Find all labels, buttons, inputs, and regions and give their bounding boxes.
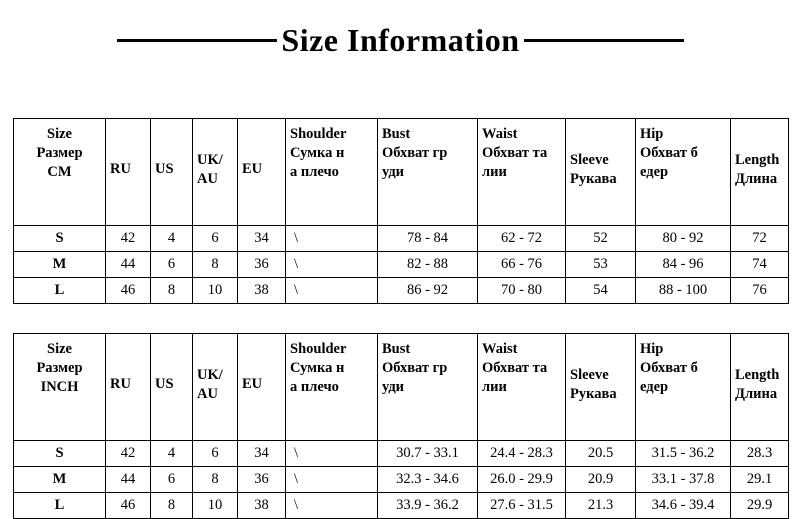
cell-ru: 44 xyxy=(106,252,151,278)
cell-size: L xyxy=(14,493,106,519)
cell-bust: 32.3 - 34.6 xyxy=(378,467,478,493)
cell-size: M xyxy=(14,467,106,493)
cell-hip: 84 - 96 xyxy=(636,252,731,278)
size-table-inch xyxy=(13,333,789,519)
cell-waist: 62 - 72 xyxy=(478,226,566,252)
table-row xyxy=(14,226,789,252)
cell-shoulder: \ xyxy=(286,441,378,467)
cell-eu: 36 xyxy=(238,467,286,493)
cell-hip: 31.5 - 36.2 xyxy=(636,441,731,467)
cell-hip: 33.1 - 37.8 xyxy=(636,467,731,493)
table-row xyxy=(14,278,789,304)
cell-shoulder: \ xyxy=(286,493,378,519)
cell-eu: 36 xyxy=(238,252,286,278)
cell-bust: 82 - 88 xyxy=(378,252,478,278)
cell-shoulder: \ xyxy=(286,467,378,493)
cell-sleeve: 20.5 xyxy=(566,441,636,467)
header-waist: Waist Обхват та лии xyxy=(478,334,566,441)
cell-size: L xyxy=(14,278,106,304)
header-uk-au: UK/ AU xyxy=(193,119,238,226)
cell-hip: 34.6 - 39.4 xyxy=(636,493,731,519)
header-length: Length Длина xyxy=(731,334,789,441)
cell-length: 74 xyxy=(731,252,789,278)
cell-us: 4 xyxy=(151,226,193,252)
header-hip: Hip Обхват б едер xyxy=(636,119,731,226)
header-bust: Bust Обхват гр уди xyxy=(378,119,478,226)
cell-ru: 46 xyxy=(106,278,151,304)
cell-eu: 38 xyxy=(238,493,286,519)
cell-uk-au: 6 xyxy=(193,226,238,252)
cell-length: 72 xyxy=(731,226,789,252)
cell-uk-au: 8 xyxy=(193,252,238,278)
cell-eu: 34 xyxy=(238,226,286,252)
header-bust: Bust Обхват гр уди xyxy=(378,334,478,441)
cell-eu: 34 xyxy=(238,441,286,467)
cell-us: 6 xyxy=(151,252,193,278)
header-eu: EU xyxy=(238,334,286,441)
table-header-row xyxy=(14,119,789,226)
cell-uk-au: 10 xyxy=(193,493,238,519)
header-shoulder: Shoulder Сумка н а плечо xyxy=(286,119,378,226)
table-header-row xyxy=(14,334,789,441)
cell-uk-au: 10 xyxy=(193,278,238,304)
cell-ru: 42 xyxy=(106,226,151,252)
cell-bust: 78 - 84 xyxy=(378,226,478,252)
header-eu: EU xyxy=(238,119,286,226)
page-title-block xyxy=(0,16,801,64)
table-row xyxy=(14,252,789,278)
cell-waist: 70 - 80 xyxy=(478,278,566,304)
title-rule-right xyxy=(524,39,684,42)
header-waist: Waist Обхват та лии xyxy=(478,119,566,226)
cell-size: S xyxy=(14,441,106,467)
header-ru: RU xyxy=(106,119,151,226)
cell-uk-au: 6 xyxy=(193,441,238,467)
cell-shoulder: \ xyxy=(286,252,378,278)
size-table-cm xyxy=(13,118,789,304)
cell-length: 76 xyxy=(731,278,789,304)
header-us: US xyxy=(151,119,193,226)
header-sleeve: Sleeve Рукава xyxy=(566,119,636,226)
cell-bust: 86 - 92 xyxy=(378,278,478,304)
cell-us: 8 xyxy=(151,278,193,304)
cell-size: M xyxy=(14,252,106,278)
cell-length: 28.3 xyxy=(731,441,789,467)
cell-waist: 66 - 76 xyxy=(478,252,566,278)
cell-shoulder: \ xyxy=(286,226,378,252)
cell-length: 29.1 xyxy=(731,467,789,493)
cell-bust: 30.7 - 33.1 xyxy=(378,441,478,467)
cell-us: 4 xyxy=(151,441,193,467)
cell-waist: 24.4 - 28.3 xyxy=(478,441,566,467)
table-row xyxy=(14,441,789,467)
cell-us: 8 xyxy=(151,493,193,519)
cell-hip: 88 - 100 xyxy=(636,278,731,304)
cell-eu: 38 xyxy=(238,278,286,304)
table-row xyxy=(14,493,789,519)
page-title: Size Information xyxy=(281,22,520,58)
cell-sleeve: 52 xyxy=(566,226,636,252)
cell-shoulder: \ xyxy=(286,278,378,304)
cell-sleeve: 21.3 xyxy=(566,493,636,519)
header-uk-au: UK/ AU xyxy=(193,334,238,441)
title-rule-left xyxy=(117,39,277,42)
cell-length: 29.9 xyxy=(731,493,789,519)
cell-hip: 80 - 92 xyxy=(636,226,731,252)
cell-ru: 46 xyxy=(106,493,151,519)
header-shoulder: Shoulder Сумка н а плечо xyxy=(286,334,378,441)
header-length: Length Длина xyxy=(731,119,789,226)
cell-size: S xyxy=(14,226,106,252)
header-ru: RU xyxy=(106,334,151,441)
header-hip: Hip Обхват б едер xyxy=(636,334,731,441)
table-row xyxy=(14,467,789,493)
header-size: Size Размер CM xyxy=(14,119,106,226)
header-us: US xyxy=(151,334,193,441)
cell-us: 6 xyxy=(151,467,193,493)
cell-sleeve: 20.9 xyxy=(566,467,636,493)
cell-bust: 33.9 - 36.2 xyxy=(378,493,478,519)
cell-uk-au: 8 xyxy=(193,467,238,493)
header-sleeve: Sleeve Рукава xyxy=(566,334,636,441)
cell-ru: 44 xyxy=(106,467,151,493)
header-size: Size Размер INCH xyxy=(14,334,106,441)
cell-waist: 26.0 - 29.9 xyxy=(478,467,566,493)
cell-ru: 42 xyxy=(106,441,151,467)
cell-waist: 27.6 - 31.5 xyxy=(478,493,566,519)
cell-sleeve: 53 xyxy=(566,252,636,278)
cell-sleeve: 54 xyxy=(566,278,636,304)
